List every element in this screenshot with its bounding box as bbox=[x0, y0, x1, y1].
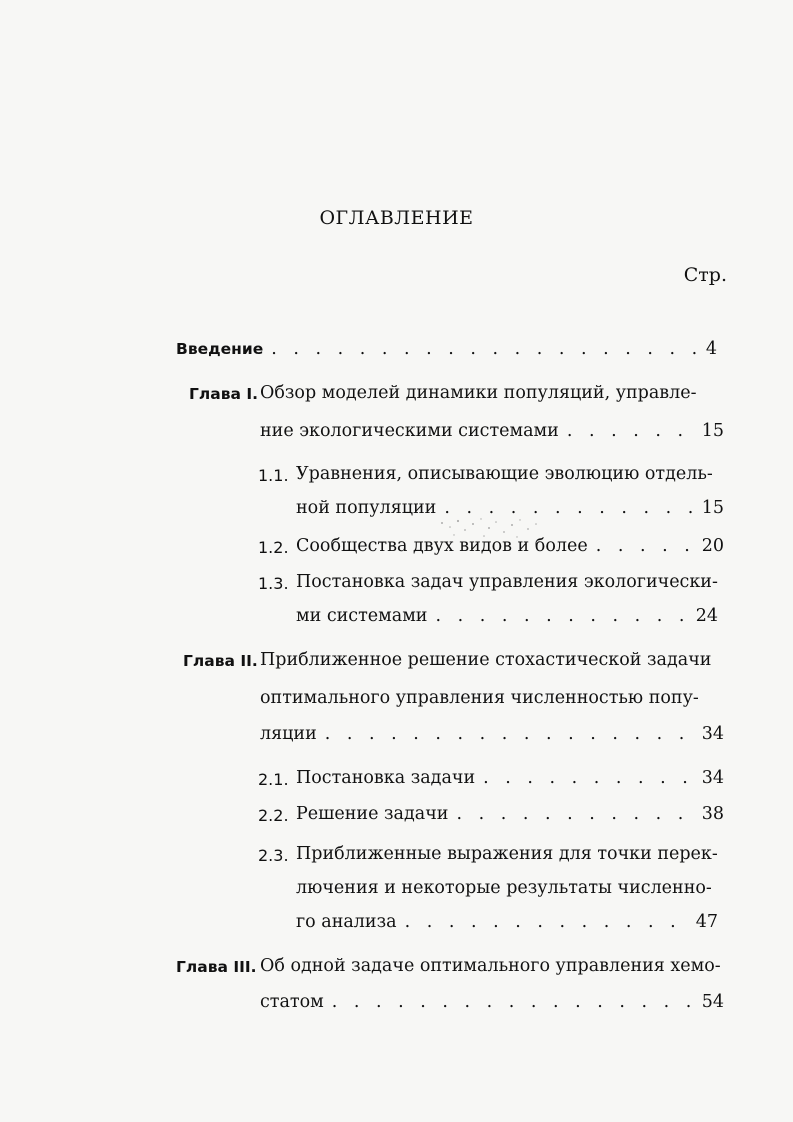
section-2-2-number: 2.2. bbox=[258, 806, 289, 825]
leader-dots bbox=[269, 339, 700, 359]
section-1-2-number: 1.2. bbox=[258, 538, 289, 557]
section-2-3-number: 2.3. bbox=[258, 846, 289, 865]
section-2-3-page: 47 bbox=[695, 912, 718, 932]
chapter3-title-line2: статом bbox=[260, 992, 324, 1012]
leader-dots bbox=[330, 992, 696, 1012]
section-2-1-number: 2.1. bbox=[258, 770, 289, 789]
chapter2-title-line2[interactable]: оптимального управления численностью попу- bbox=[260, 688, 699, 708]
intro-label: Введение bbox=[176, 340, 264, 358]
section-1-1-page: 15 bbox=[701, 498, 724, 518]
leader-dots bbox=[433, 606, 689, 626]
toc-entry-section-1-3[interactable] bbox=[296, 606, 718, 626]
leader-dots bbox=[594, 536, 696, 556]
section-1-3-title-line2: ми системами bbox=[296, 606, 428, 626]
leader-dots bbox=[323, 724, 696, 744]
chapter3-title-line1[interactable]: Об одной задаче оптимального управления хемо- bbox=[260, 956, 721, 976]
leader-dots bbox=[481, 768, 696, 788]
toc-entry-chapter1[interactable] bbox=[260, 421, 724, 441]
scan-noise bbox=[432, 515, 547, 541]
toc-entry-chapter2[interactable] bbox=[260, 724, 724, 744]
leader-dots bbox=[454, 804, 695, 824]
section-2-1-page: 34 bbox=[701, 768, 724, 788]
chapter2-title-line3: ляции bbox=[260, 724, 317, 744]
section-2-3-title-line3: го анализа bbox=[296, 912, 397, 932]
section-1-2-page: 20 bbox=[701, 536, 724, 556]
chapter2-page: 34 bbox=[701, 724, 724, 744]
leader-dots bbox=[565, 421, 696, 441]
intro-page: 4 bbox=[705, 339, 717, 359]
section-1-1-number: 1.1. bbox=[258, 466, 289, 485]
section-1-1-title-line1[interactable]: Уравнения, описывающие эволюцию отдель- bbox=[296, 464, 713, 484]
section-1-3-title-line1[interactable]: Постановка задач управления экологически- bbox=[296, 572, 718, 592]
chapter1-label: Глава I. bbox=[189, 385, 259, 403]
toc-title: ОГЛАВЛЕНИЕ bbox=[319, 207, 474, 229]
section-2-2-page: 38 bbox=[701, 804, 724, 824]
chapter1-title-line2: ние экологическими системами bbox=[260, 421, 559, 441]
section-2-1-title: Постановка задачи bbox=[296, 768, 476, 788]
toc-entry-intro[interactable] bbox=[176, 339, 717, 359]
toc-entry-section-2-3[interactable] bbox=[296, 912, 718, 932]
section-2-2-title: Решение задачи bbox=[296, 804, 449, 824]
section-1-2-title: Сообщества двух видов и более bbox=[296, 536, 588, 556]
page-column-label: Стр. bbox=[683, 264, 727, 286]
section-1-1-title-line2: ной популяции bbox=[296, 498, 437, 518]
section-2-3-title-line2[interactable]: лючения и некоторые результаты численно- bbox=[296, 878, 712, 898]
chapter1-page: 15 bbox=[701, 421, 724, 441]
toc-entry-chapter3[interactable] bbox=[260, 992, 724, 1012]
section-2-3-title-line1[interactable]: Приближенные выражения для точки перек- bbox=[296, 844, 718, 864]
chapter2-title-line1[interactable]: Приближенное решение стохастической задачи bbox=[260, 650, 712, 670]
toc-entry-section-2-2[interactable] bbox=[296, 804, 724, 824]
leader-dots bbox=[403, 912, 690, 932]
chapter3-page: 54 bbox=[701, 992, 724, 1012]
section-1-3-number: 1.3. bbox=[258, 574, 289, 593]
chapter1-title-line1[interactable]: Обзор моделей динамики популяций, управле- bbox=[260, 383, 697, 403]
section-1-3-page: 24 bbox=[695, 606, 718, 626]
chapter3-label: Глава III. bbox=[176, 958, 257, 976]
toc-entry-section-2-1[interactable] bbox=[296, 768, 724, 788]
chapter2-label: Глава II. bbox=[183, 652, 258, 670]
